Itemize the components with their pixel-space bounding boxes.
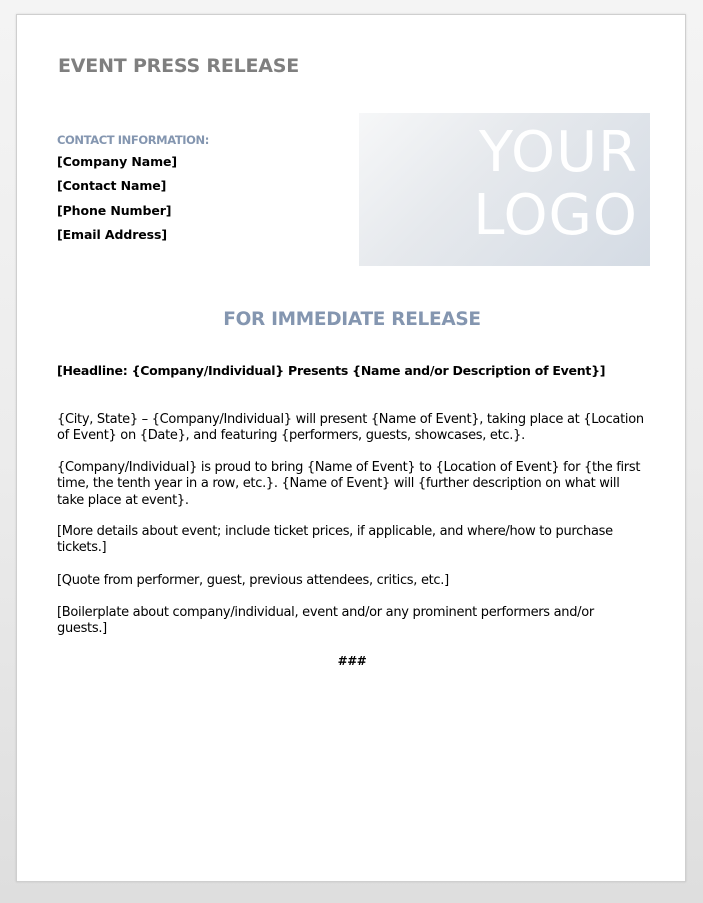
logo-text-line-2: LOGO (473, 183, 638, 248)
document-page (16, 14, 686, 882)
logo-placeholder (359, 113, 650, 266)
paragraph-details: {Company/Individual} is proud to bring {Name of Event} to {Location of Event} for {the first time, the tenth year in a row, etc.}. {Name of Event} will {further description on what will take place at event}. (57, 460, 641, 508)
document-title: EVENT PRESS RELEASE (58, 55, 300, 77)
paragraph-boilerplate: [Boilerplate about company/individual, event and/or any prominent performers and/or guests.] (57, 605, 594, 637)
paragraph-quote: [Quote from performer, guest, previous attendees, critics, etc.] (57, 573, 449, 588)
contact-phone-number: [Phone Number] (57, 202, 172, 218)
contact-list (57, 153, 177, 250)
paragraph-intro: {City, State} – {Company/Individual} will present {Name of Event}, taking place at {Location of Event} on {Date}, and featuring {performers, guests, showcases, etc.}. (57, 412, 644, 444)
headline: [Headline: {Company/Individual} Presents {Name and/or Description of Event}] (57, 363, 606, 378)
end-mark: ### (337, 654, 367, 668)
contact-contact-name: [Contact Name] (57, 178, 167, 194)
contact-email-address: [Email Address] (57, 226, 167, 242)
paragraph-ticket-info: [More details about event; include ticket prices, if applicable, and where/how to purchase tickets.] (57, 524, 613, 556)
release-heading: FOR IMMEDIATE RELEASE (223, 309, 481, 330)
contact-information-label: CONTACT INFORMATION: (57, 133, 209, 147)
contact-company-name: [Company Name] (57, 154, 177, 169)
logo-text-line-1: YOUR (478, 120, 638, 185)
